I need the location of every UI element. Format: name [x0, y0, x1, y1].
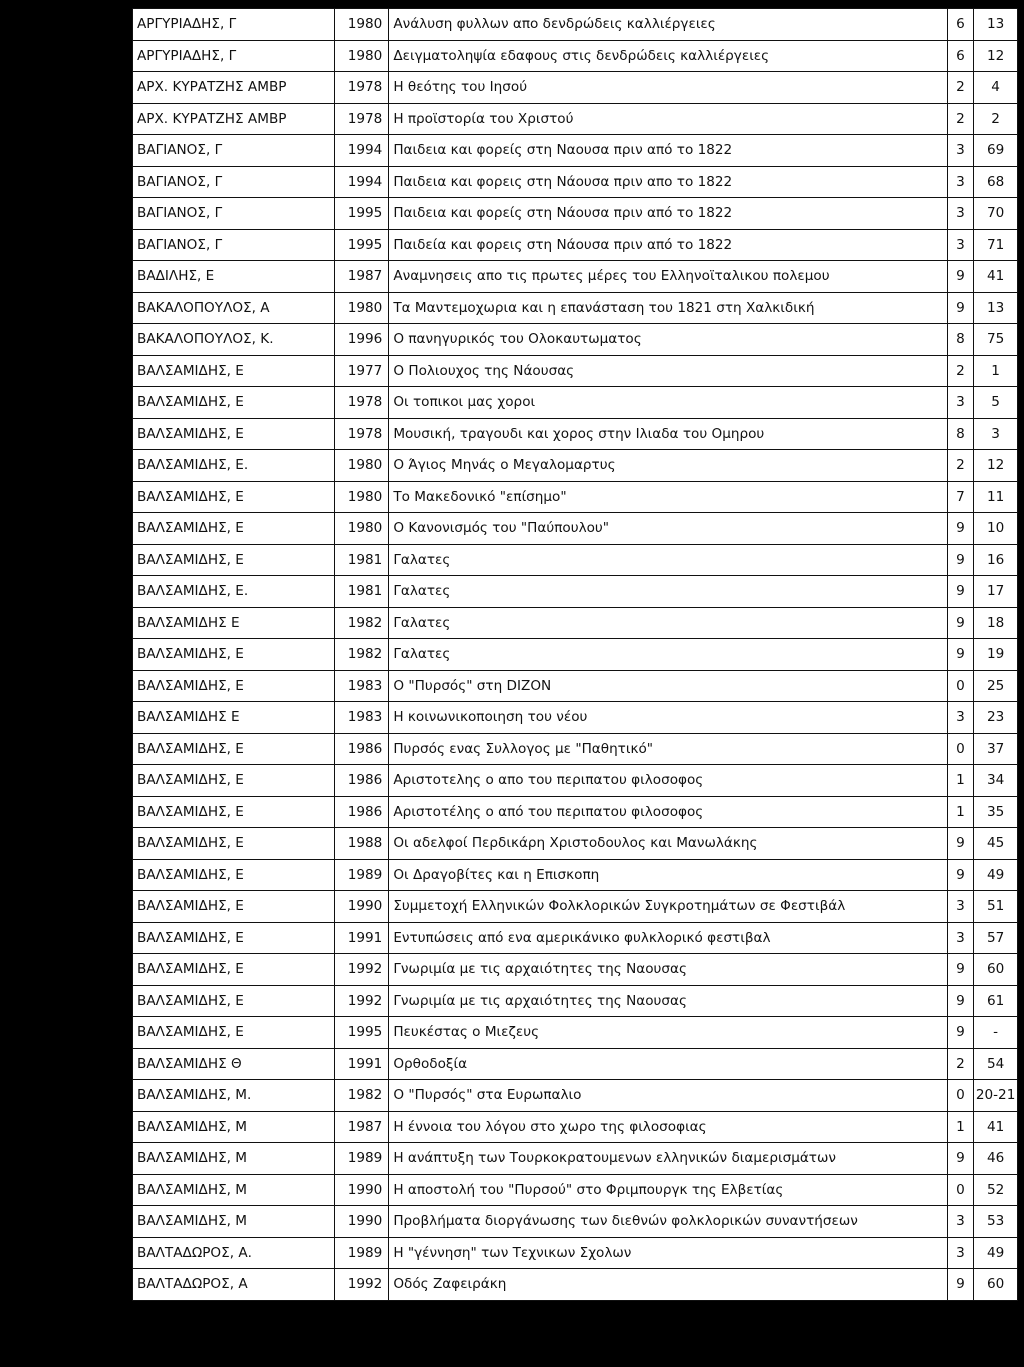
- volume-cell: 2: [947, 355, 973, 387]
- table-row: [133, 355, 1018, 387]
- volume-cell: 9: [947, 828, 973, 860]
- year-cell: 1980: [335, 292, 389, 324]
- author-cell: ΒΑΛΤΑΔΩΡΟΣ, Α: [133, 1269, 335, 1301]
- title-cell: Ανάλυση φυλλων απο δενδρώδεις καλλιέργειες: [389, 9, 947, 41]
- volume-cell: 9: [947, 1269, 973, 1301]
- table-row: [133, 135, 1018, 167]
- issue-cell: 37: [974, 733, 1018, 765]
- volume-cell: 9: [947, 1017, 973, 1049]
- author-cell: ΒΑΛΣΑΜΙΔΗΣ, Ε.: [133, 576, 335, 608]
- issue-cell: 57: [974, 922, 1018, 954]
- title-cell: Γνωριμία με τις αρχαιότητες της Ναουσας: [389, 954, 947, 986]
- year-cell: 1987: [335, 1111, 389, 1143]
- author-cell: ΒΑΛΣΑΜΙΔΗΣ, Ε: [133, 985, 335, 1017]
- table-row: [133, 9, 1018, 41]
- year-cell: 1983: [335, 702, 389, 734]
- year-cell: 1992: [335, 954, 389, 986]
- year-cell: 1980: [335, 481, 389, 513]
- table-body: [133, 9, 1018, 1301]
- title-cell: Οι Δραγοβίτες και η Επισκοπη: [389, 859, 947, 891]
- author-cell: ΒΑΓΙΑΝΟΣ, Γ: [133, 198, 335, 230]
- volume-cell: 9: [947, 954, 973, 986]
- volume-cell: 2: [947, 72, 973, 104]
- author-cell: ΒΑΛΣΑΜΙΔΗΣ, Μ: [133, 1111, 335, 1143]
- volume-cell: 3: [947, 922, 973, 954]
- table-row: [133, 513, 1018, 545]
- table-row: [133, 198, 1018, 230]
- table-row: [133, 1174, 1018, 1206]
- title-cell: Η κοινωνικοποιηση του νέου: [389, 702, 947, 734]
- issue-cell: 41: [974, 1111, 1018, 1143]
- table-row: [133, 1017, 1018, 1049]
- author-cell: ΒΑΛΣΑΜΙΔΗΣ Ε: [133, 607, 335, 639]
- title-cell: Αριστοτέλης ο από του περιπατου φιλοσοφος: [389, 796, 947, 828]
- issue-cell: 61: [974, 985, 1018, 1017]
- author-cell: ΒΑΓΙΑΝΟΣ, Γ: [133, 166, 335, 198]
- title-cell: Πυρσός ενας Συλλογος με "Παθητικό": [389, 733, 947, 765]
- author-cell: ΒΑΛΣΑΜΙΔΗΣ Ε: [133, 702, 335, 734]
- year-cell: 1996: [335, 324, 389, 356]
- issue-cell: 16: [974, 544, 1018, 576]
- year-cell: 1995: [335, 1017, 389, 1049]
- issue-cell: 60: [974, 1269, 1018, 1301]
- year-cell: 1978: [335, 387, 389, 419]
- title-cell: Παιδεία και φορεις στη Νάουσα πριν από το 1822: [389, 229, 947, 261]
- author-cell: ΑΡΓΥΡΙΑΔΗΣ, Γ: [133, 40, 335, 72]
- issue-cell: 3: [974, 418, 1018, 450]
- title-cell: Παιδεια και φορείς στη Νάουσα πριν από το 1822: [389, 198, 947, 230]
- table-row: [133, 828, 1018, 860]
- issue-cell: 34: [974, 765, 1018, 797]
- table-row: [133, 1269, 1018, 1301]
- table-row: [133, 765, 1018, 797]
- year-cell: 1980: [335, 40, 389, 72]
- volume-cell: 1: [947, 1111, 973, 1143]
- author-cell: ΒΑΛΣΑΜΙΔΗΣ, Ε: [133, 922, 335, 954]
- author-cell: ΒΑΛΣΑΜΙΔΗΣ, Ε: [133, 670, 335, 702]
- table-row: [133, 1237, 1018, 1269]
- year-cell: 1978: [335, 418, 389, 450]
- issue-cell: 18: [974, 607, 1018, 639]
- issue-cell: 2: [974, 103, 1018, 135]
- author-cell: ΒΑΛΣΑΜΙΔΗΣ Θ: [133, 1048, 335, 1080]
- table-row: [133, 670, 1018, 702]
- volume-cell: 1: [947, 796, 973, 828]
- issue-cell: 41: [974, 261, 1018, 293]
- author-cell: ΒΑΛΣΑΜΙΔΗΣ, Ε: [133, 765, 335, 797]
- year-cell: 1980: [335, 9, 389, 41]
- table-row: [133, 72, 1018, 104]
- table-row: [133, 985, 1018, 1017]
- table-row: [133, 166, 1018, 198]
- title-cell: Αριστοτελης ο απο του περιπατου φιλοσοφος: [389, 765, 947, 797]
- issue-cell: 69: [974, 135, 1018, 167]
- title-cell: Η αποστολή του "Πυρσού" στο Φριμπουργκ της Ελβετίας: [389, 1174, 947, 1206]
- issue-cell: 25: [974, 670, 1018, 702]
- author-cell: ΑΡΧ. ΚΥΡΑΤΖΗΣ ΑΜΒΡ: [133, 103, 335, 135]
- issue-cell: 19: [974, 639, 1018, 671]
- table-row: [133, 891, 1018, 923]
- table-row: [133, 702, 1018, 734]
- author-cell: ΒΑΛΣΑΜΙΔΗΣ, Ε: [133, 481, 335, 513]
- issue-cell: 13: [974, 9, 1018, 41]
- author-cell: ΒΑΛΣΑΜΙΔΗΣ, Ε: [133, 733, 335, 765]
- year-cell: 1980: [335, 450, 389, 482]
- title-cell: Συμμετοχή Ελληνικών Φολκλορικών Συγκροτημάτων σε Φεστιβάλ: [389, 891, 947, 923]
- volume-cell: 9: [947, 261, 973, 293]
- issue-cell: -: [974, 1017, 1018, 1049]
- title-cell: Μουσική, τραγουδι και χορος στην Ιλιαδα του Ομηρου: [389, 418, 947, 450]
- year-cell: 1978: [335, 103, 389, 135]
- title-cell: Ορθοδοξία: [389, 1048, 947, 1080]
- issue-cell: 4: [974, 72, 1018, 104]
- issue-cell: 20-21: [974, 1080, 1018, 1112]
- title-cell: Η θεότης του Ιησού: [389, 72, 947, 104]
- volume-cell: 6: [947, 40, 973, 72]
- author-cell: ΒΑΛΣΑΜΙΔΗΣ, Ε: [133, 1017, 335, 1049]
- year-cell: 1994: [335, 166, 389, 198]
- table-row: [133, 639, 1018, 671]
- volume-cell: 9: [947, 544, 973, 576]
- author-cell: ΒΑΛΣΑΜΙΔΗΣ, Μ: [133, 1143, 335, 1175]
- author-cell: ΒΑΛΣΑΜΙΔΗΣ, Ε.: [133, 450, 335, 482]
- title-cell: Η "γέννηση" των Τεχνικων Σχολων: [389, 1237, 947, 1269]
- year-cell: 1991: [335, 1048, 389, 1080]
- year-cell: 1980: [335, 513, 389, 545]
- author-cell: ΒΑΓΙΑΝΟΣ, Γ: [133, 229, 335, 261]
- issue-cell: 10: [974, 513, 1018, 545]
- issue-cell: 12: [974, 450, 1018, 482]
- year-cell: 1982: [335, 1080, 389, 1112]
- year-cell: 1990: [335, 891, 389, 923]
- year-cell: 1987: [335, 261, 389, 293]
- author-cell: ΒΑΛΣΑΜΙΔΗΣ, Ε: [133, 639, 335, 671]
- author-cell: ΒΑΛΣΑΜΙΔΗΣ, Μ: [133, 1206, 335, 1238]
- author-cell: ΒΑΛΣΑΜΙΔΗΣ, Μ: [133, 1174, 335, 1206]
- table-row: [133, 481, 1018, 513]
- table-row: [133, 1111, 1018, 1143]
- author-cell: ΒΑΚΑΛΟΠΟΥΛΟΣ, Κ.: [133, 324, 335, 356]
- volume-cell: 3: [947, 891, 973, 923]
- table-row: [133, 1143, 1018, 1175]
- title-cell: Οι αδελφοί Περδικάρη Χριστοδουλος και Μανωλάκης: [389, 828, 947, 860]
- author-cell: ΒΑΛΣΑΜΙΔΗΣ, Ε: [133, 859, 335, 891]
- volume-cell: 0: [947, 1174, 973, 1206]
- author-cell: ΒΑΔΙΛΗΣ, Ε: [133, 261, 335, 293]
- volume-cell: 9: [947, 576, 973, 608]
- issue-cell: 75: [974, 324, 1018, 356]
- table-row: [133, 576, 1018, 608]
- title-cell: Προβλήματα διοργάνωσης των διεθνών φολκλορικών συναντήσεων: [389, 1206, 947, 1238]
- volume-cell: 9: [947, 292, 973, 324]
- volume-cell: 3: [947, 166, 973, 198]
- year-cell: 1995: [335, 229, 389, 261]
- author-cell: ΒΑΛΣΑΜΙΔΗΣ, Μ.: [133, 1080, 335, 1112]
- volume-cell: 0: [947, 733, 973, 765]
- title-cell: Οι τοπικοι μας χοροι: [389, 387, 947, 419]
- author-cell: ΒΑΛΣΑΜΙΔΗΣ, Ε: [133, 544, 335, 576]
- table-row: [133, 1080, 1018, 1112]
- year-cell: 1990: [335, 1206, 389, 1238]
- issue-cell: 23: [974, 702, 1018, 734]
- title-cell: Η έννοια του λόγου στο χωρο της φιλοσοφιας: [389, 1111, 947, 1143]
- year-cell: 1995: [335, 198, 389, 230]
- table-row: [133, 418, 1018, 450]
- issue-cell: 5: [974, 387, 1018, 419]
- issue-cell: 52: [974, 1174, 1018, 1206]
- issue-cell: 53: [974, 1206, 1018, 1238]
- volume-cell: 3: [947, 229, 973, 261]
- volume-cell: 3: [947, 1237, 973, 1269]
- issue-cell: 68: [974, 166, 1018, 198]
- issue-cell: 12: [974, 40, 1018, 72]
- year-cell: 1983: [335, 670, 389, 702]
- title-cell: Γαλατες: [389, 544, 947, 576]
- table-row: [133, 1048, 1018, 1080]
- issue-cell: 17: [974, 576, 1018, 608]
- volume-cell: 9: [947, 513, 973, 545]
- title-cell: Ο Πολιουχος της Νάουσας: [389, 355, 947, 387]
- issue-cell: 45: [974, 828, 1018, 860]
- author-cell: ΒΑΛΣΑΜΙΔΗΣ, Ε: [133, 513, 335, 545]
- issue-cell: 51: [974, 891, 1018, 923]
- table-row: [133, 954, 1018, 986]
- author-cell: ΑΡΓΥΡΙΑΔΗΣ, Γ: [133, 9, 335, 41]
- issue-cell: 46: [974, 1143, 1018, 1175]
- table-row: [133, 103, 1018, 135]
- issue-cell: 13: [974, 292, 1018, 324]
- title-cell: Γαλατες: [389, 576, 947, 608]
- author-cell: ΒΑΛΤΑΔΩΡΟΣ, Α.: [133, 1237, 335, 1269]
- author-cell: ΒΑΛΣΑΜΙΔΗΣ, Ε: [133, 355, 335, 387]
- title-cell: Παιδεια και φορείς στη Ναουσα πριν από το 1822: [389, 135, 947, 167]
- issue-cell: 35: [974, 796, 1018, 828]
- volume-cell: 3: [947, 198, 973, 230]
- author-cell: ΒΑΛΣΑΜΙΔΗΣ, Ε: [133, 418, 335, 450]
- table-row: [133, 733, 1018, 765]
- title-cell: Πευκέστας ο Μιεζευς: [389, 1017, 947, 1049]
- volume-cell: 9: [947, 639, 973, 671]
- table-row: [133, 292, 1018, 324]
- volume-cell: 6: [947, 9, 973, 41]
- volume-cell: 2: [947, 1048, 973, 1080]
- volume-cell: 1: [947, 765, 973, 797]
- volume-cell: 2: [947, 450, 973, 482]
- issue-cell: 60: [974, 954, 1018, 986]
- year-cell: 1981: [335, 544, 389, 576]
- title-cell: Ο Άγιος Μηνάς ο Μεγαλομαρτυς: [389, 450, 947, 482]
- year-cell: 1986: [335, 796, 389, 828]
- year-cell: 1992: [335, 1269, 389, 1301]
- volume-cell: 9: [947, 985, 973, 1017]
- table-row: [133, 387, 1018, 419]
- author-cell: ΑΡΧ. ΚΥΡΑΤΖΗΣ ΑΜΒΡ: [133, 72, 335, 104]
- author-cell: ΒΑΛΣΑΜΙΔΗΣ, Ε: [133, 891, 335, 923]
- issue-cell: 54: [974, 1048, 1018, 1080]
- year-cell: 1977: [335, 355, 389, 387]
- year-cell: 1982: [335, 639, 389, 671]
- issue-cell: 71: [974, 229, 1018, 261]
- volume-cell: 3: [947, 387, 973, 419]
- title-cell: Γαλατες: [389, 639, 947, 671]
- author-cell: ΒΑΛΣΑΜΙΔΗΣ, Ε: [133, 387, 335, 419]
- table-row: [133, 261, 1018, 293]
- volume-cell: 9: [947, 859, 973, 891]
- table-row: [133, 324, 1018, 356]
- volume-cell: 3: [947, 702, 973, 734]
- title-cell: Τα Μαντεμοχωρια και η επανάσταση του 1821 στη Χαλκιδική: [389, 292, 947, 324]
- volume-cell: 0: [947, 1080, 973, 1112]
- title-cell: Οδός Ζαφειράκη: [389, 1269, 947, 1301]
- volume-cell: 8: [947, 324, 973, 356]
- title-cell: Γνωριμία με τις αρχαιότητες της Ναουσας: [389, 985, 947, 1017]
- table-row: [133, 859, 1018, 891]
- title-cell: Ο Κανονισμός του "Παύπουλου": [389, 513, 947, 545]
- year-cell: 1982: [335, 607, 389, 639]
- title-cell: Γαλατες: [389, 607, 947, 639]
- author-cell: ΒΑΛΣΑΜΙΔΗΣ, Ε: [133, 828, 335, 860]
- volume-cell: 2: [947, 103, 973, 135]
- table-row: [133, 40, 1018, 72]
- issue-cell: 1: [974, 355, 1018, 387]
- title-cell: Ο "Πυρσός" στη DIZON: [389, 670, 947, 702]
- volume-cell: 9: [947, 607, 973, 639]
- title-cell: Ο "Πυρσός" στα Ευρωπαλιο: [389, 1080, 947, 1112]
- bibliography-table: [132, 8, 1018, 1301]
- table-row: [133, 544, 1018, 576]
- table-row: [133, 450, 1018, 482]
- year-cell: 1990: [335, 1174, 389, 1206]
- table-row: [133, 229, 1018, 261]
- year-cell: 1989: [335, 859, 389, 891]
- table-row: [133, 1206, 1018, 1238]
- year-cell: 1992: [335, 985, 389, 1017]
- title-cell: Η ανάπτυξη των Τουρκοκρατουμενων ελληνικών διαμερισμάτων: [389, 1143, 947, 1175]
- table-row: [133, 796, 1018, 828]
- year-cell: 1986: [335, 733, 389, 765]
- year-cell: 1978: [335, 72, 389, 104]
- author-cell: ΒΑΛΣΑΜΙΔΗΣ, Ε: [133, 796, 335, 828]
- volume-cell: 9: [947, 1143, 973, 1175]
- issue-cell: 49: [974, 1237, 1018, 1269]
- volume-cell: 8: [947, 418, 973, 450]
- year-cell: 1989: [335, 1237, 389, 1269]
- title-cell: Εντυπώσεις από ενα αμερικάνικο φυλκλορικό φεστιβαλ: [389, 922, 947, 954]
- year-cell: 1994: [335, 135, 389, 167]
- year-cell: 1989: [335, 1143, 389, 1175]
- author-cell: ΒΑΛΣΑΜΙΔΗΣ, Ε: [133, 954, 335, 986]
- volume-cell: 0: [947, 670, 973, 702]
- table-row: [133, 922, 1018, 954]
- author-cell: ΒΑΚΑΛΟΠΟΥΛΟΣ, Α: [133, 292, 335, 324]
- title-cell: Παιδεια και φορεις στη Νάουσα πριν απο το 1822: [389, 166, 947, 198]
- issue-cell: 11: [974, 481, 1018, 513]
- year-cell: 1991: [335, 922, 389, 954]
- title-cell: Αναμνησεις απο τις πρωτες μέρες του Ελληνοϊταλικου πολεμου: [389, 261, 947, 293]
- title-cell: Η προϊστορία του Χριστού: [389, 103, 947, 135]
- year-cell: 1986: [335, 765, 389, 797]
- title-cell: Ο πανηγυρικός του Ολοκαυτωματος: [389, 324, 947, 356]
- title-cell: Το Μακεδονικό "επίσημο": [389, 481, 947, 513]
- author-cell: ΒΑΓΙΑΝΟΣ, Γ: [133, 135, 335, 167]
- issue-cell: 49: [974, 859, 1018, 891]
- title-cell: Δειγματοληψία εδαφους στις δενδρώδεις καλλιέργειες: [389, 40, 947, 72]
- volume-cell: 3: [947, 1206, 973, 1238]
- volume-cell: 7: [947, 481, 973, 513]
- year-cell: 1988: [335, 828, 389, 860]
- table-row: [133, 607, 1018, 639]
- year-cell: 1981: [335, 576, 389, 608]
- issue-cell: 70: [974, 198, 1018, 230]
- volume-cell: 3: [947, 135, 973, 167]
